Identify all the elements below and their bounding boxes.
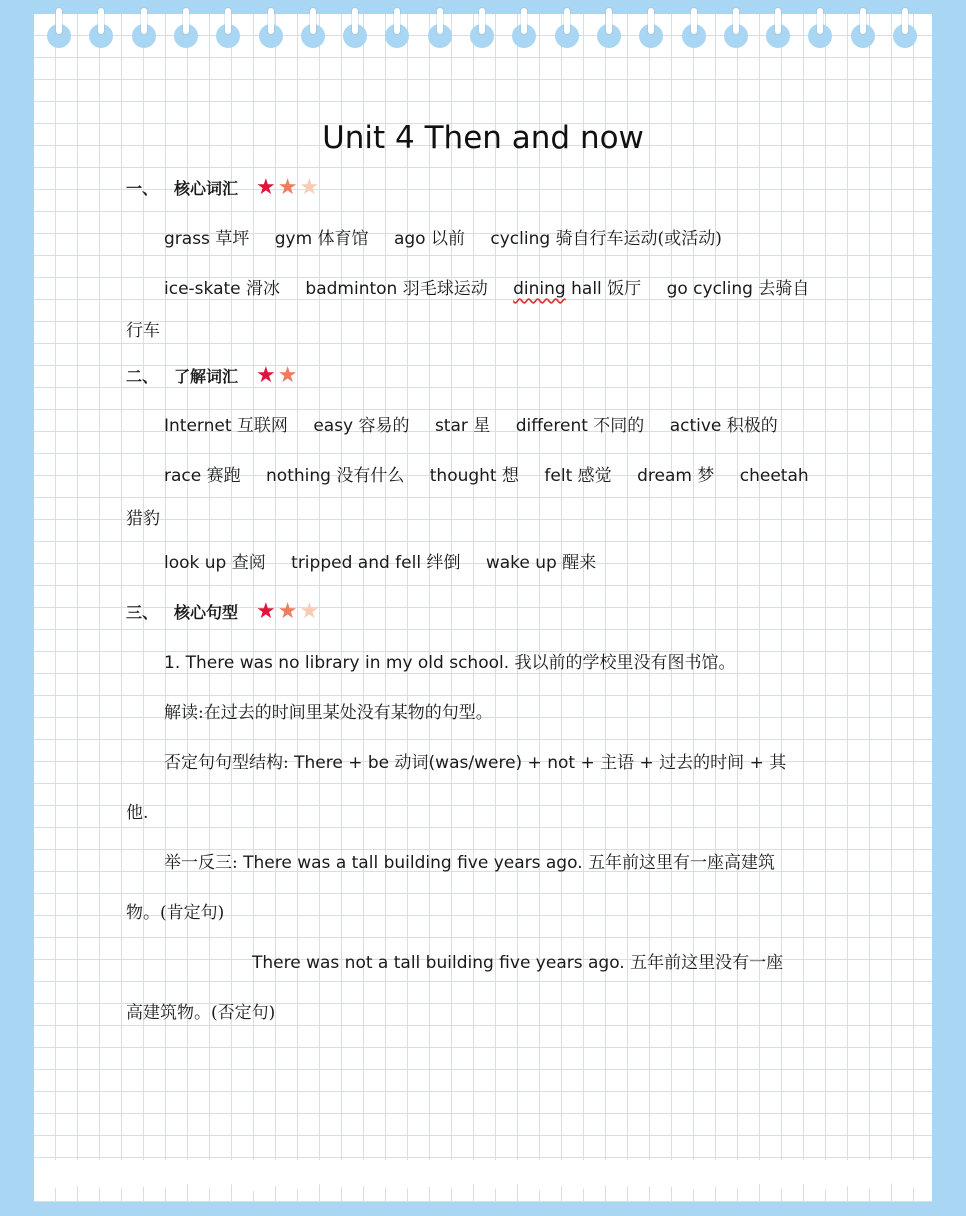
vocab-item: cheetah bbox=[739, 466, 809, 486]
vocab-item: ice-skate 滑冰 bbox=[164, 279, 281, 299]
example-wrap: 物。(肯定句) bbox=[126, 903, 225, 923]
vocab-item: easy 容易的 bbox=[313, 416, 410, 436]
section-number: 二、 bbox=[126, 367, 159, 386]
vocab-line bbox=[164, 415, 864, 437]
binder-ring bbox=[691, 8, 697, 34]
vocab-line bbox=[164, 278, 864, 300]
binder-ring bbox=[606, 8, 612, 34]
section-number: 三、 bbox=[126, 603, 159, 622]
vocab-item: nothing 没有什么 bbox=[266, 466, 405, 486]
vocab-item: grass 草坪 bbox=[164, 229, 250, 249]
misspelling-underline: dining bbox=[513, 279, 566, 299]
binder-ring bbox=[394, 8, 400, 34]
vocab-item: Internet 互联网 bbox=[164, 416, 288, 436]
vocab-item: wake up 醒来 bbox=[485, 553, 597, 573]
example-sentence-negative: There was not a tall building five years ago. 五年前这里没有一座 bbox=[252, 953, 784, 973]
page-title: Unit 4 Then and now bbox=[322, 120, 644, 156]
section-label: 核心句型 bbox=[174, 603, 239, 622]
vocab-item: thought 想 bbox=[429, 466, 520, 486]
sentence-example: 1. There was no library in my old school. 我以前的学校里没有图书馆。 bbox=[164, 653, 736, 673]
sentence-explanation: 解读:在过去的时间里某处没有某物的句型。 bbox=[164, 703, 493, 723]
binder-ring bbox=[56, 8, 62, 34]
example-sentence-positive: 举一反三: There was a tall building five years ago. 五年前这里有一座高建筑 bbox=[164, 853, 776, 873]
section-heading-core-sentences bbox=[126, 600, 319, 623]
sentence-structure: 否定句句型结构: There + be 动词(was/were) + not + 主语 + 过去的时间 + 其 bbox=[164, 753, 787, 773]
vocab-line bbox=[164, 465, 864, 487]
vocab-item: badminton 羽毛球运动 bbox=[305, 279, 488, 299]
vocab-item: look up 查阅 bbox=[164, 553, 266, 573]
binder-ring bbox=[775, 8, 781, 34]
vocab-line bbox=[164, 228, 864, 250]
binder-ring bbox=[479, 8, 485, 34]
star-icon: ★ bbox=[256, 598, 276, 624]
torn-paper-edge bbox=[34, 1160, 932, 1216]
binder-ring bbox=[98, 8, 104, 34]
section-heading-extra-vocab bbox=[126, 364, 297, 387]
binder-ring bbox=[225, 8, 231, 34]
binder-ring bbox=[437, 8, 443, 34]
binder-ring bbox=[733, 8, 739, 34]
section-number: 一、 bbox=[126, 179, 159, 198]
binder-ring bbox=[521, 8, 527, 34]
binder-ring bbox=[141, 8, 147, 34]
vocab-wrap: 猎豹 bbox=[126, 509, 160, 529]
vocab-item: felt 感觉 bbox=[544, 466, 612, 486]
binder-ring bbox=[860, 8, 866, 34]
vocab-item: gym 体育馆 bbox=[274, 229, 369, 249]
binder-ring bbox=[564, 8, 570, 34]
binder-holes bbox=[0, 0, 966, 60]
vocab-item: race 赛跑 bbox=[164, 466, 241, 486]
vocab-item: active 积极的 bbox=[669, 416, 778, 436]
rating-stars bbox=[256, 362, 298, 388]
vocab-item: ago 以前 bbox=[393, 229, 465, 249]
binder-ring bbox=[648, 8, 654, 34]
vocab-item: go cycling 去骑自 bbox=[666, 279, 810, 299]
section-label: 了解词汇 bbox=[174, 367, 239, 386]
star-icon: ★ bbox=[299, 174, 320, 200]
structure-wrap: 他. bbox=[126, 803, 149, 823]
binder-ring bbox=[310, 8, 316, 34]
binder-ring bbox=[902, 8, 908, 34]
vocab-item: cycling 骑自行车运动(或活动) bbox=[490, 229, 722, 249]
vocab-item: dining hall 饭厅 bbox=[513, 279, 642, 299]
star-icon: ★ bbox=[277, 362, 298, 388]
rating-stars bbox=[256, 598, 320, 624]
star-icon: ★ bbox=[256, 362, 276, 388]
binder-ring bbox=[352, 8, 358, 34]
vocab-item: star 星 bbox=[434, 416, 491, 436]
vocab-line bbox=[164, 552, 864, 574]
vocab-item: dream 梦 bbox=[637, 466, 715, 486]
star-icon: ★ bbox=[277, 174, 298, 200]
example-wrap: 高建筑物。(否定句) bbox=[126, 1003, 276, 1023]
binder-ring bbox=[817, 8, 823, 34]
section-heading-core-vocab bbox=[126, 176, 319, 199]
star-icon: ★ bbox=[299, 598, 320, 624]
vocab-item: different 不同的 bbox=[515, 416, 645, 436]
vocab-item: tripped and fell 绊倒 bbox=[291, 553, 461, 573]
rating-stars bbox=[256, 174, 320, 200]
section-label: 核心词汇 bbox=[174, 179, 239, 198]
star-icon: ★ bbox=[277, 598, 298, 624]
binder-ring bbox=[183, 8, 189, 34]
star-icon: ★ bbox=[256, 174, 276, 200]
binder-ring bbox=[268, 8, 274, 34]
vocab-wrap: 行车 bbox=[126, 321, 160, 341]
